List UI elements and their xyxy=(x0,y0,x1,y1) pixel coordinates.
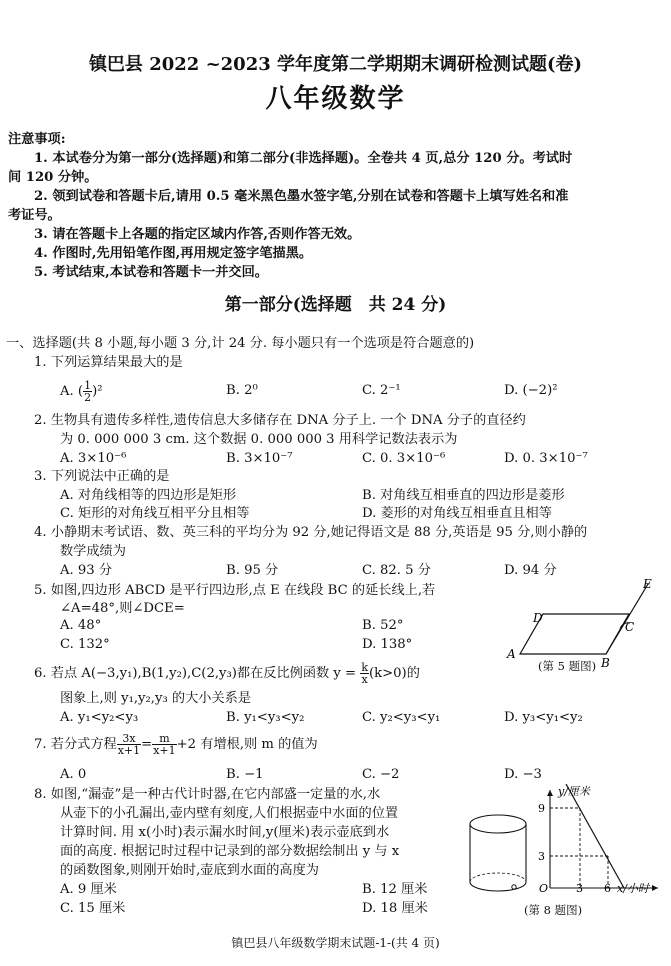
leak-hole-icon xyxy=(512,885,516,889)
q1-option-a: A. ( $\frac{1}{2}$ )² xyxy=(60,379,103,404)
point-c-label: C xyxy=(625,620,635,634)
section-intro: 一、选择题(共 8 小题,每小题 3 分,计 24 分. 每小题只有一个选项是符合题意的) xyxy=(6,336,475,351)
q6-fraction-k-over-x: $\frac{k}{x}$ xyxy=(361,661,368,686)
q1-stem: 1. 下列运算结果最大的是 xyxy=(34,355,183,370)
x-axis-label: x/小时 xyxy=(617,882,649,895)
q8-line-3: 计算时间. 用 x(小时)表示漏水时间,y(厘米)表示壶底到水 xyxy=(60,825,390,840)
q5-line-1: 5. 如图,四边形 ABCD 是平行四边形,点 E 在线段 BC 的延长线上,若 xyxy=(34,583,436,598)
line-ce-extension xyxy=(606,584,648,654)
q2-line-1: 2. 生物具有遗传多样性,遗传信息大多储存在 DNA 分子上. 一个 DNA 分子的直径约 xyxy=(34,413,526,428)
q8-line-5: 的函数图象,则刚开始时,壶底到水面的高度为 xyxy=(60,863,319,878)
q6-option-d: D. y₃<y₁<y₂ xyxy=(504,710,583,725)
exam-title: 镇巴县 2022 ~2023 学年度第二学期期末调研检测试题(卷) xyxy=(88,54,583,75)
q8-option-d: D. 18 厘米 xyxy=(362,901,428,916)
q6-line-2: 图象上,则 y₁,y₂,y₃ 的大小关系是 xyxy=(60,691,252,706)
function-line xyxy=(566,784,624,888)
origin-label: O xyxy=(539,882,549,895)
cylinder-top-ellipse xyxy=(470,815,526,833)
q7-fraction-2: $\frac{m}{x+1}$ xyxy=(153,732,176,757)
tick-y3: 3 xyxy=(538,850,545,863)
cylinder-bottom-arc xyxy=(470,882,526,891)
q7-stem: 7. 若分式方程 $\frac{3x}{x+1}$ = $\frac{m}{x+1}$ +2 有增根,则 m 的值为 xyxy=(34,732,318,757)
q2-option-d: D. 0. 3×10⁻⁷ xyxy=(504,451,588,466)
note-5: 5. 考试结束,本试卷和答题卡一并交回。 xyxy=(34,265,268,280)
q6-option-c: C. y₂<y₃<y₁ xyxy=(362,710,441,725)
q1-fraction: $\frac{1}{2}$ xyxy=(84,379,92,404)
point-d-label: D xyxy=(533,611,543,625)
q4-option-d: D. 94 分 xyxy=(504,563,557,578)
note-4: 4. 作图时,先用铅笔作图,再用规定签字笔描黑。 xyxy=(34,246,313,261)
q1-option-d: D. (−2)² xyxy=(504,383,558,398)
q5-option-d: D. 138° xyxy=(362,637,413,652)
water-clock-cylinder-figure xyxy=(462,810,534,898)
subject-title: 八年级数学 xyxy=(265,84,406,114)
q8-function-graph xyxy=(530,784,665,896)
q5-figure-caption: (第 5 题图) xyxy=(538,659,597,673)
q5-option-a: A. 48° xyxy=(60,618,102,633)
tick-y9: 9 xyxy=(538,802,545,815)
q5-line-2: ∠A=48°,则∠DCE= xyxy=(60,601,185,616)
q2-option-b: B. 3×10⁻⁷ xyxy=(226,451,293,466)
q2-option-c: C. 0. 3×10⁻⁶ xyxy=(362,451,446,466)
q4-option-c: C. 82. 5 分 xyxy=(362,563,431,578)
q4-line-1: 4. 小静期末考试语、数、英三科的平均分为 92 分,她记得语文是 88 分,英语是 95 分,则小静的 xyxy=(34,525,588,540)
q1-option-b: B. 2⁰ xyxy=(226,383,258,398)
q8-figure-caption: (第 8 题图) xyxy=(524,903,583,917)
point-e-label: E xyxy=(643,577,652,591)
q4-option-a: A. 93 分 xyxy=(60,563,113,578)
q6-option-a: A. y₁<y₂<y₃ xyxy=(60,710,139,725)
q8-line-2: 从壶下的小孔漏出,壶内壁有刻度,人们根据壶中水面的位置 xyxy=(60,806,399,821)
y-axis-arrow-icon xyxy=(547,790,553,796)
q3-option-b: B. 对角线互相垂直的四边形是菱形 xyxy=(362,488,565,503)
q5-option-b: B. 52° xyxy=(362,618,404,633)
q6-option-b: B. y₁<y₃<y₂ xyxy=(226,710,305,725)
q4-option-b: B. 95 分 xyxy=(226,563,279,578)
q8-line-4: 面的高度. 根据记时过程中记录到的部分数据绘制出 y 与 x xyxy=(60,844,400,859)
page-footer: 镇巴县八年级数学期末试题-1-(共 4 页) xyxy=(231,936,440,950)
q8-option-b: B. 12 厘米 xyxy=(362,882,428,897)
note-2b: 考证号。 xyxy=(8,208,61,223)
tick-x6: 6 xyxy=(604,882,611,895)
q7-fraction-1: $\frac{3x}{x+1}$ xyxy=(117,732,141,757)
q7-option-a: A. 0 xyxy=(60,767,87,782)
q8-option-a: A. 9 厘米 xyxy=(60,882,117,897)
note-1a: 1. 本试卷分为第一部分(选择题)和第二部分(非选择题)。全卷共 4 页,总分 120 分。考试时 xyxy=(34,151,573,166)
y-axis-label: y/厘米 xyxy=(558,785,590,798)
note-1b: 间 120 分钟。 xyxy=(8,170,98,185)
part1-title: 第一部分(选择题 共 24 分) xyxy=(224,295,447,315)
q6-line-1: 6. 若点 A(−3,y₁),B(1,y₂),C(2,y₃)都在反比例函数 y = $\frac{k}{x}$ (k>0)的 xyxy=(34,661,420,686)
q5-option-c: C. 132° xyxy=(60,637,110,652)
point-a-label: A xyxy=(507,647,516,661)
q7-option-b: B. −1 xyxy=(226,767,264,782)
q3-option-c: C. 矩形的对角线互相平分且相等 xyxy=(60,506,250,521)
q8-option-c: C. 15 厘米 xyxy=(60,901,126,916)
x-axis-arrow-icon xyxy=(652,885,658,891)
cylinder-bottom-hidden-arc xyxy=(470,873,526,882)
note-2a: 2. 领到试卷和答题卡后,请用 0.5 毫米黑色墨水签字笔,分别在试卷和答题卡上填写姓名和准 xyxy=(34,189,569,204)
q2-line-2: 为 0. 000 000 3 cm. 这个数据 0. 000 000 3 用科学记数法表示为 xyxy=(60,432,458,447)
point-b-label: B xyxy=(601,656,610,670)
q8-line-1: 8. 如图,“漏壶”是一种古代计时器,在它内部盛一定量的水,水 xyxy=(34,787,381,802)
notes-heading: 注意事项: xyxy=(8,132,66,147)
note-3: 3. 请在答题卡上各题的指定区域内作答,否则作答无效。 xyxy=(34,227,361,242)
q7-option-d: D. −3 xyxy=(504,767,542,782)
q3-option-a: A. 对角线相等的四边形是矩形 xyxy=(60,488,237,503)
q7-option-c: C. −2 xyxy=(362,767,400,782)
q3-option-d: D. 菱形的对角线互相垂直且相等 xyxy=(362,506,552,521)
q1-option-c: C. 2⁻¹ xyxy=(362,383,401,398)
q4-line-2: 数学成绩为 xyxy=(60,544,126,559)
tick-x3: 3 xyxy=(576,882,583,895)
q3-stem: 3. 下列说法中正确的是 xyxy=(34,469,170,484)
q2-option-a: A. 3×10⁻⁶ xyxy=(60,451,127,466)
